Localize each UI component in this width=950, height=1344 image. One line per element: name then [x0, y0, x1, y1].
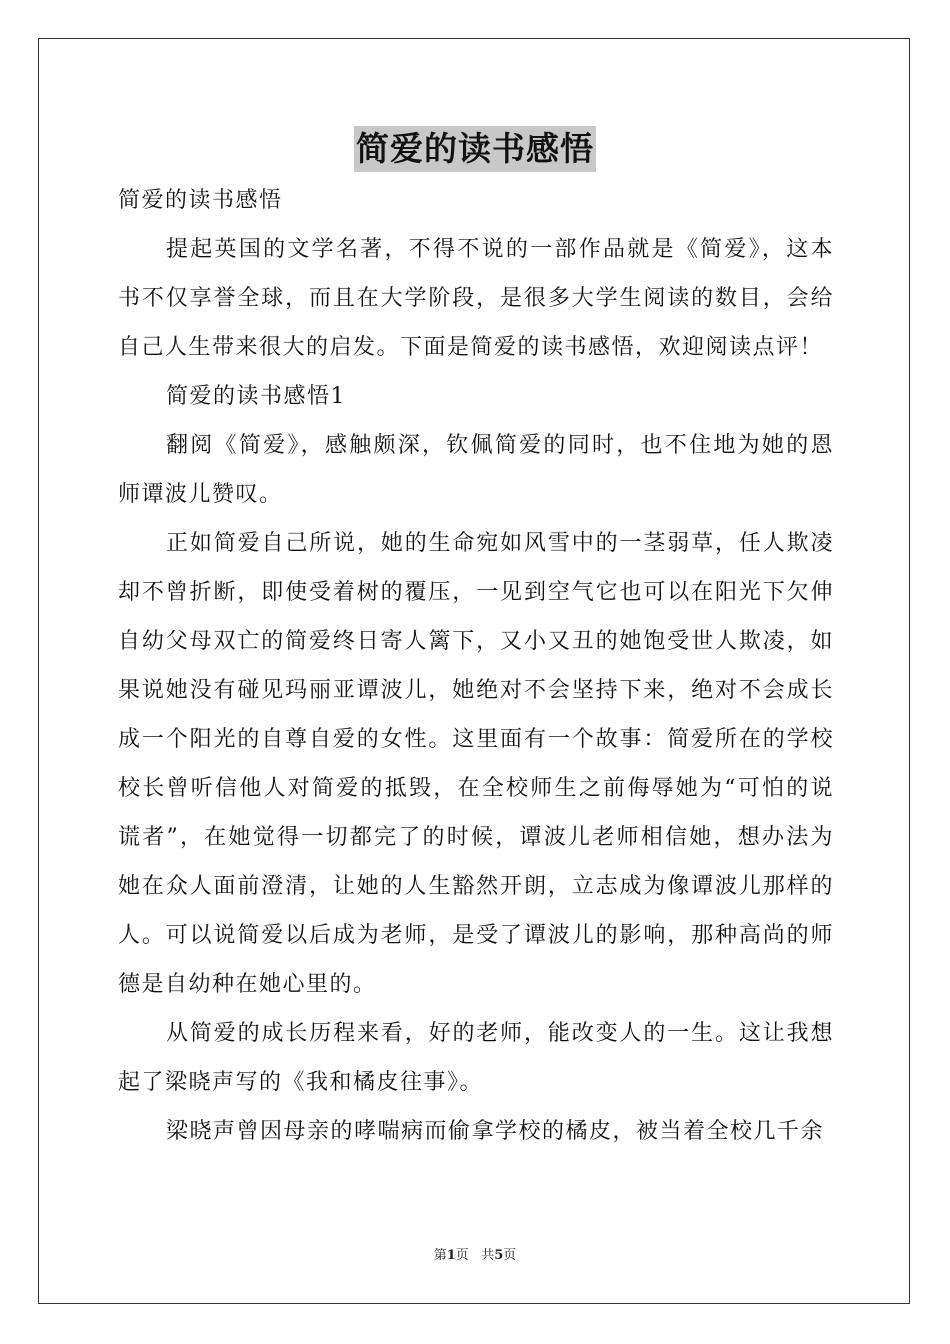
- total-prefix: 共: [481, 1248, 495, 1263]
- document-title: 简爱的读书感悟: [354, 126, 596, 172]
- document-body: [118, 176, 834, 1156]
- paragraph: 正如简爱自己所说，她的生命宛如风雪中的一茎弱草，任人欺凌却不曾折断，即使受着树的覆压，一见到空气它也可以在阳光下欠伸自幼父母双亡的简爱终日寄人篱下，又小又丑的她饱受世人欺凌，如果说她没有碰见玛丽亚谭波儿，她绝对不会坚持下来，绝对不会成长成一个阳光的自尊自爱的女性。这里面有一个故事：简爱所在的学校校长曾听信他人对简爱的抵毁，在全校师生之前侮辱她为“可怕的说谎者”，在她觉得一切都完了的时候，谭波儿老师相信她，想办法为她在众人面前澄清，让她的人生豁然开朗，立志成为像谭波儿那样的人。可以说简爱以后成为老师，是受了谭波儿的影响，那种高尚的师德是自幼种在她心里的。: [118, 531, 834, 997]
- document-subtitle: 简爱的读书感悟: [118, 188, 283, 213]
- page-prefix: 第: [433, 1248, 447, 1263]
- total-suffix: 页: [503, 1248, 517, 1263]
- paragraph: 翻阅《简爱》，感触颇深，钦佩简爱的同时，也不住地为她的恩师谭波儿赞叹。: [118, 433, 834, 507]
- paragraph-intro: 提起英国的文学名著，不得不说的一部作品就是《简爱》，这本书不仅享誉全球，而且在大学阶段，是很多大学生阅读的数目，会给自己人生带来很大的启发。下面是简爱的读书感悟，欢迎阅读点评！: [118, 237, 834, 360]
- section-heading: 简爱的读书感悟1: [166, 384, 346, 409]
- paragraph: 从简爱的成长历程来看，好的老师，能改变人的一生。这让我想起了梁晓声写的《我和橘皮往事》。: [118, 1021, 834, 1095]
- page-current: 1: [446, 1248, 456, 1263]
- page-footer: [0, 1244, 950, 1263]
- page-total: 5: [494, 1248, 504, 1263]
- page-suffix: 页: [455, 1248, 469, 1263]
- title-wrap: [0, 126, 950, 172]
- paragraph: 梁晓声曾因母亲的哮喘病而偷拿学校的橘皮，被当着全校几千余: [166, 1119, 825, 1144]
